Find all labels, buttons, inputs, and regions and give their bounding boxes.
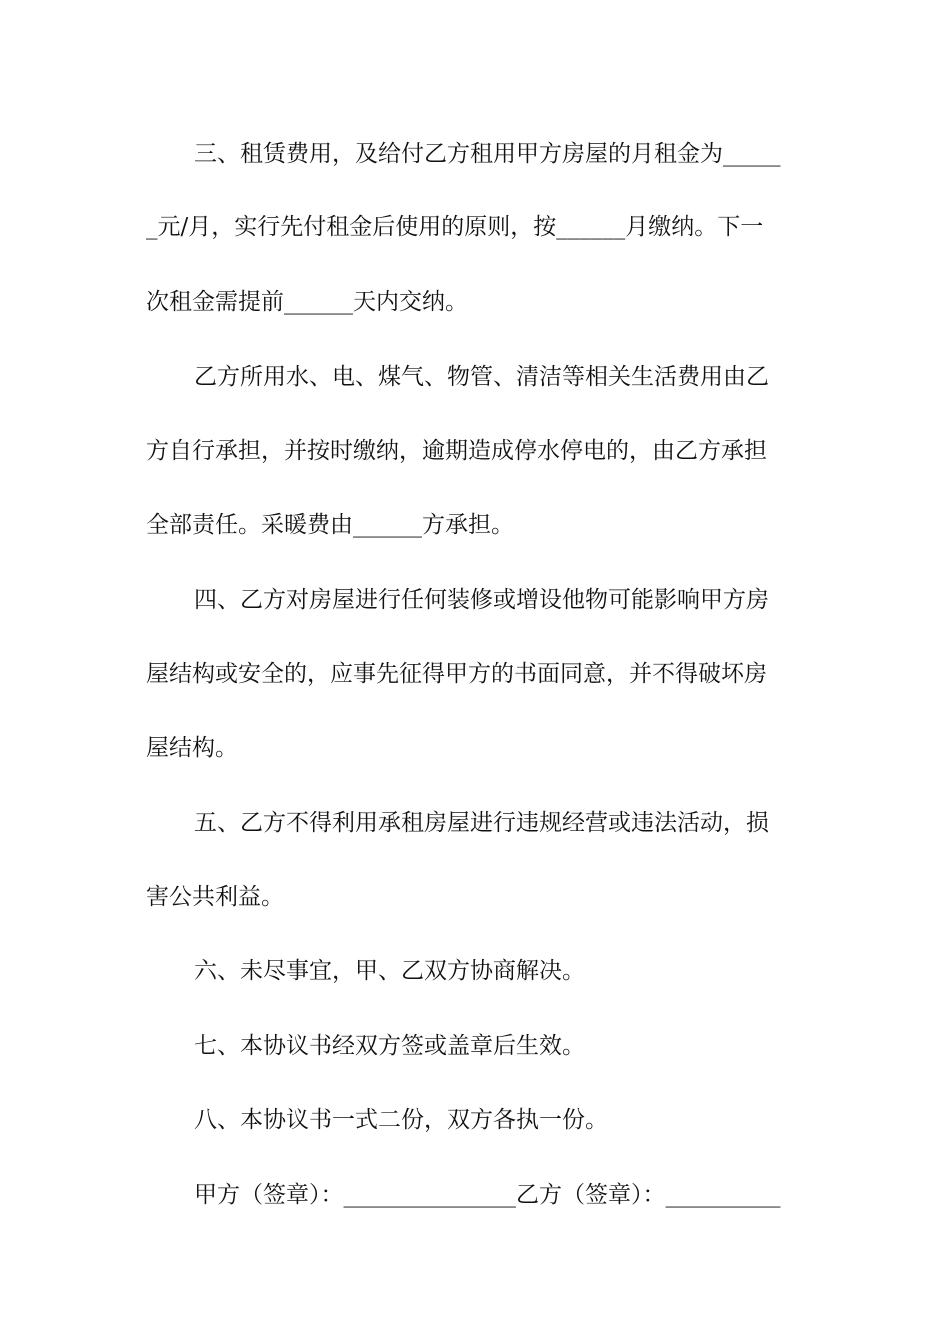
clause-4-line-1: 四、乙方对房屋进行任何装修或增设他物可能影响甲方房 <box>194 587 769 613</box>
clause-4-line-2: 屋结构或安全的，应事先征得甲方的书面同意，并不得破坏房 <box>146 661 767 687</box>
clause-8: 八、本协议书一式二份，双方各执一份。 <box>194 1107 608 1133</box>
utilities-line-3: 全部责任。采暖费由______方承担。 <box>146 512 514 538</box>
clause-6: 六、未尽事宜，甲、乙双方协商解决。 <box>194 958 585 984</box>
utilities-line-2: 方自行承担，并按时缴纳，逾期造成停水停电的，由乙方承担 <box>146 438 767 464</box>
clause-3-line-1: 三、租赁费用，及给付乙方租用甲方房屋的月租金为_____ <box>194 141 781 167</box>
clause-5-line-2: 害公共利益。 <box>146 884 284 910</box>
clause-5-line-1: 五、乙方不得利用承租房屋进行违规经营或违法活动，损 <box>194 810 769 836</box>
clause-7: 七、本协议书经双方签或盖章后生效。 <box>194 1033 585 1059</box>
clause-3-line-3: 次租金需提前______天内交纳。 <box>146 289 468 315</box>
utilities-line-1: 乙方所用水、电、煤气、物管、清洁等相关生活费用由乙 <box>194 364 769 390</box>
signature-line: 甲方（签章）：_______________乙方（签章）：__________ <box>194 1182 781 1208</box>
clause-3-line-2: _元/月，实行先付租金后使用的原则，按______月缴纳。下一 <box>146 214 764 240</box>
clause-4-line-3: 屋结构。 <box>146 735 238 761</box>
